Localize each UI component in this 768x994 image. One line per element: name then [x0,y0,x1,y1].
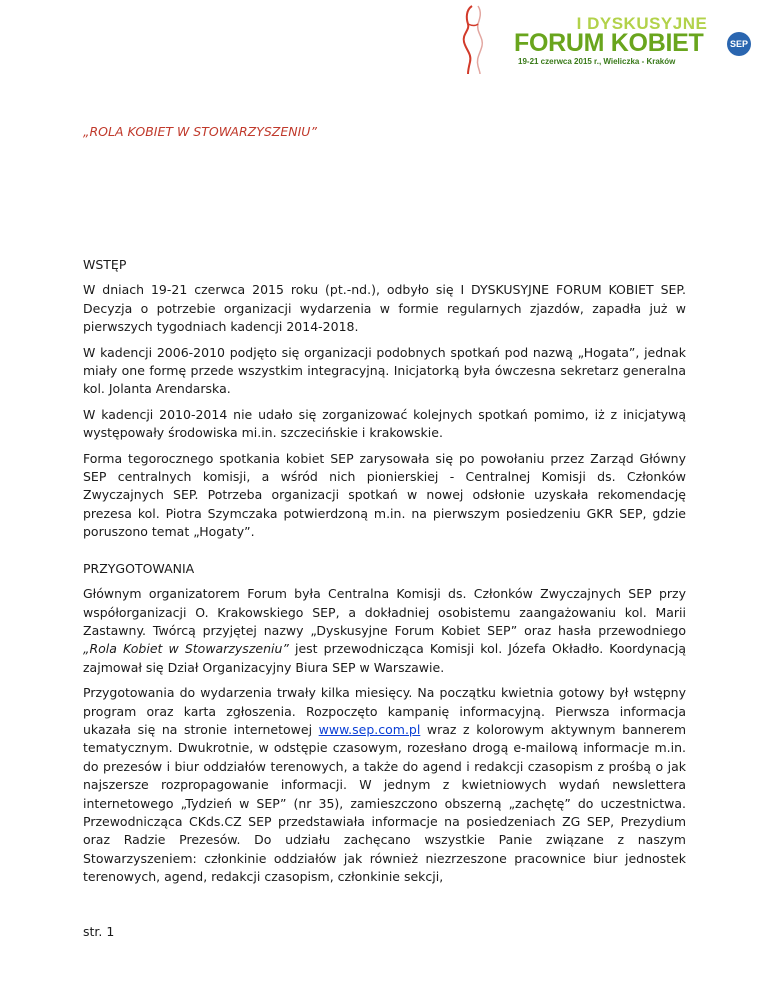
sep-badge-icon: SEP [727,32,751,56]
forum-logo [432,4,768,74]
logo-line-date-place: 19-21 czerwca 2015 r., Wieliczka - Kraków [518,57,676,66]
section-heading-intro: WSTĘP [83,257,127,272]
forum-motto: „Rola Kobiet w Stowarzyszeniu” [83,641,289,657]
paragraph: W dniach 19-21 czerwca 2015 roku (pt.-nd.), odbyło się I DYSKUSYJNE FORUM KOBIET SEP. Decyzja o potrzebie organizacji wydarzenia w formie regularnych zjazdów, zapadła już w pierwszych tygodniach kadencji 2014-2018. [83,282,686,335]
text-run: jest przewodnicząca Komisji kol. Józefa Okładło. Koordynacją zajmował się Dział Organizacyjny Biura SEP w Warszawie. [83,641,686,675]
document-title: „ROLA KOBIET W STOWARZYSZENIU” [83,124,317,139]
logo-line-edition: I DYSKUSYJNE [576,14,708,33]
section-heading-preparations: PRZYGOTOWANIA [83,560,195,576]
paragraph [83,585,686,677]
text-run: wraz z kolorowym aktywnym bannerem tematycznym. Dwukrotnie, w odstępie czasowym, rozesłano drogą e-mailową informacje m.in. do prezesów i biur oddziałów terenowych, a także do agend i redakcji czasopism z prośbą o jak najszersze rozpropagowanie informacji. W jednym z kwietniowych wydań newslettera internetowego „Tydzień w SEP” (nr 35), zamieszczono obszerną „zachętę” do uczestnictwa. Przewodnicząca CKds.CZ SEP przedstawiała informacje na posiedzeniach ZG SEP, Prezydium oraz Radzie Prezesów. Do udziału zachęcano wszystkie Panie związane z naszym Stowarzyszeniem: członkinie oddziałów jak również niezrzeszone pracownice biur jednostek terenowych, agend, redakcji czasopism, członkinie sekcji, [83,721,686,885]
paragraph: W kadencji 2010-2014 nie udało się zorganizować kolejnych spotkań pomimo, iż z inicjatywą występowały środowiska mi.in. szczecińskie i krakowskie. [83,406,686,441]
sep-website-link[interactable]: www.sep.com.pl [318,721,421,737]
text-run: Przygotowania do wydarzenia trwały kilka miesięcy. Na początku kwietnia gotowy był wstępny program oraz karta zgłoszenia. Rozpoczęto kampanię informacyjną. Pierwsza informacja ukazała się na stronie internetowej [83,685,686,737]
page-number: str. 1 [83,924,115,939]
logo-line-forum: FORUM KOBIET [514,29,704,57]
text-run: Głównym organizatorem Forum była Centralna Komisji ds. Członków Zwyczajnych SEP przy współorganizacji O. Krakowskiego SEP, a dokładniej osobistemu zaangażowaniu kol. Marii Zastawny. Twórcą przyjętej nazwy „Dyskusyjne Forum Kobiet SEP” oraz hasła przewodniego [83,586,686,638]
woman-silhouette-icon [432,4,522,74]
paragraph: W kadencji 2006-2010 podjęto się organizacji podobnych spotkań pod nazwą „Hogata”, jednak miały one formę przede wszystkim integracyjną. Inicjatorką była ówczesna sekretarz generalna kol. Jolanta Arendarska. [83,344,686,397]
paragraph [83,684,686,886]
document-body [83,256,686,894]
paragraph: Forma tegorocznego spotkania kobiet SEP zarysowała się po powołaniu przez Zarząd Główny SEP centralnych komisji, a wśród nich pionierskiej - Centralnej Komisji ds. Członków Zwyczajnych SEP. Potrzeba organizacji spotkań w nowej odsłonie uzyskała rekomendację prezesa kol. Piotra Szymczaka potwierdzoną m.in. na pierwszym posiedzeniu GKR SEP, gdzie poruszono temat „Hogaty”. [83,450,686,540]
